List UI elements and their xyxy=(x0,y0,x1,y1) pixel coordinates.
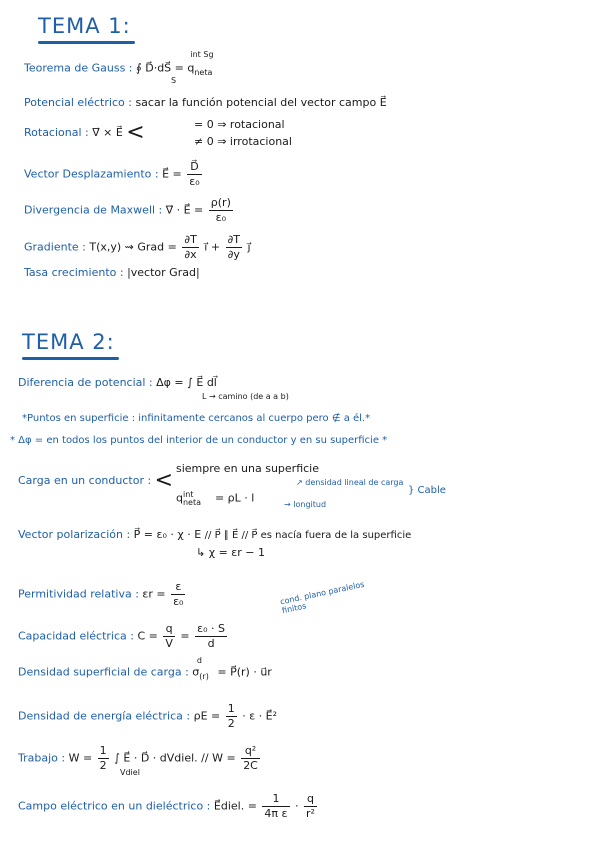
campo-dielectrico-row xyxy=(18,792,319,821)
gradiente-label: Gradiente : xyxy=(24,240,86,254)
potencial-formula: sacar la función potencial del vector campo E⃗ xyxy=(135,96,387,109)
gradiente-den-x: ∂x xyxy=(184,248,197,261)
carga-q-sup: int xyxy=(183,490,194,499)
gradiente-tail: j⃗ xyxy=(247,240,251,254)
gauss-label: Teorema de Gauss : xyxy=(24,61,133,75)
carga-note-up: ↗ densidad lineal de carga xyxy=(296,478,404,487)
gauss-sub: neta xyxy=(194,67,213,77)
capacidad-fraction-2 xyxy=(195,622,227,651)
divergencia-row xyxy=(24,196,235,225)
tema1-title-text: TEMA 1: xyxy=(38,14,131,38)
divergencia-fraction xyxy=(209,196,233,225)
densidad-superficial-rest: = P⃗(r) · u⃗r xyxy=(217,665,272,679)
trabajo-num-1: 1 xyxy=(99,744,107,757)
gradiente-lhs: T(x,y) ⇝ Grad = xyxy=(89,240,177,254)
trabajo-fraction-1 xyxy=(98,744,109,773)
tema1-title xyxy=(38,14,131,38)
trabajo-label: Trabajo : xyxy=(18,751,66,765)
polarizacion-second: ↳ χ = εr − 1 xyxy=(196,546,265,559)
gradiente-mid: i⃗ + xyxy=(204,240,221,254)
divergencia-label: Divergencia de Maxwell : xyxy=(24,203,163,217)
rotacional-formula: ∇⃗ × E⃗ xyxy=(92,126,123,139)
diferencia-label: Diferencia de potencial : xyxy=(18,376,153,389)
rotacional-brace: < xyxy=(126,120,145,145)
rotacional-branch-b: ≠ 0 ⇒ irrotacional xyxy=(194,135,292,148)
capacidad-den-1: V xyxy=(165,637,173,650)
permitividad-fraction xyxy=(171,580,185,609)
rotacional-label: Rotacional : xyxy=(24,126,89,139)
gradiente-row xyxy=(24,233,251,262)
capacidad-fraction-1 xyxy=(163,622,175,651)
desplazamiento-fraction xyxy=(187,160,201,189)
campo-dielectrico-mid: · xyxy=(295,799,299,813)
energia-den: 2 xyxy=(227,717,235,730)
superficie-note xyxy=(22,412,370,426)
tasa-row xyxy=(24,266,200,280)
densidad-superficial-label: Densidad superficial de carga : xyxy=(18,665,189,679)
trabajo-lhs: W = xyxy=(68,751,93,765)
trabajo-den-2: 2C xyxy=(243,759,258,772)
permitividad-lhs: εr = xyxy=(142,587,166,601)
tema2-title-text: TEMA 2: xyxy=(22,330,115,354)
densidad-superficial-sub: (r) xyxy=(199,671,209,681)
desplazamiento-den: ε₀ xyxy=(189,175,200,188)
campo-dielectrico-num-1: 1 xyxy=(262,792,289,807)
carga-q-rest: = ρL · l xyxy=(214,491,255,505)
capacidad-lhs: C = xyxy=(137,629,158,643)
energia-row xyxy=(18,702,277,731)
carga-note-up-text: densidad lineal de carga xyxy=(305,478,404,487)
capacidad-note: cond. plano paralelos finitos xyxy=(279,579,366,616)
energia-fraction xyxy=(226,702,237,731)
densidad-superficial-row xyxy=(18,656,272,684)
trabajo-mid: ∫ E⃗ · D⃗ · dVdiel. xyxy=(114,751,198,765)
divergencia-den: ε₀ xyxy=(215,211,226,224)
carga-label: Carga en un conductor : xyxy=(18,474,152,487)
tasa-formula: |vector Grad| xyxy=(127,266,200,279)
diferencia-under: L → camino (de a a b) xyxy=(202,392,289,401)
trabajo-under: Vdiel xyxy=(120,768,140,777)
divergencia-lhs: ∇⃗ · E⃗ = xyxy=(165,203,204,217)
tema1-underline xyxy=(38,41,135,44)
polarizacion-extra: // P⃗ ∥ E⃗ // P⃗ es nacía fuera de la superficie xyxy=(204,530,412,541)
gauss-under: S xyxy=(171,76,177,85)
gradiente-fraction-y xyxy=(226,233,242,262)
potencial-label: Potencial eléctrico : xyxy=(24,96,132,109)
carga-note-down: → longitud xyxy=(284,500,327,509)
diferencia-formula: Δφ = ∫ E⃗ dl⃗ xyxy=(156,376,217,389)
potencial-row xyxy=(24,96,387,110)
trabajo-lhs-2: W = xyxy=(212,751,236,765)
trabajo-num-2: q² xyxy=(241,744,260,759)
trabajo-row xyxy=(18,744,262,777)
trabajo-den-1: 2 xyxy=(99,759,107,772)
carga-q: q xyxy=(176,491,183,505)
tema2-underline xyxy=(22,357,119,360)
gradiente-num-x: ∂T xyxy=(184,233,197,246)
gauss-formula: ∮ D⃗·dS⃗ = q xyxy=(136,61,195,75)
divergencia-num: ρ(r) xyxy=(210,196,231,209)
capacidad-den-2: d xyxy=(207,637,215,650)
energia-label: Densidad de energía eléctrica : xyxy=(18,709,191,723)
desplazamiento-num: D⃗ xyxy=(187,160,201,175)
campo-dielectrico-num-2: q xyxy=(304,792,317,807)
energia-tail: · ε · E⃗² xyxy=(242,709,278,723)
capacidad-label: Capacidad eléctrica : xyxy=(18,629,134,643)
campo-dielectrico-fraction-1 xyxy=(262,792,289,821)
desplazamiento-label: Vector Desplazamiento : xyxy=(24,167,159,181)
tasa-label: Tasa crecimiento : xyxy=(24,266,124,279)
carga-branch-a: siempre en una superficie xyxy=(176,462,319,475)
conductor-note-text: * Δφ = en todos los puntos del interior de un conductor y en su superficie * xyxy=(10,435,388,446)
campo-dielectrico-fraction-2 xyxy=(304,792,317,821)
conductor-note xyxy=(10,434,387,448)
carga-q-sub: neta xyxy=(182,497,202,507)
diferencia-row xyxy=(18,376,289,401)
carga-branch-b xyxy=(176,488,254,510)
permitividad-label: Permitividad relativa : xyxy=(18,587,139,601)
energia-num: 1 xyxy=(227,702,235,715)
gauss-sup: int Sg xyxy=(190,50,214,59)
desplazamiento-row xyxy=(24,160,204,189)
densidad-superficial-sigma: σ xyxy=(192,665,200,679)
superficie-note-text: *Puntos en superficie : infinitamente cercanos al cuerpo pero ∉ a él.* xyxy=(22,413,371,424)
polarizacion-row xyxy=(18,528,412,559)
carga-side-text: Cable xyxy=(417,485,446,496)
densidad-superficial-sup: d xyxy=(196,656,202,665)
gradiente-num-y: ∂T xyxy=(227,233,240,246)
gradiente-den-y: ∂y xyxy=(227,248,240,261)
permitividad-den: ε₀ xyxy=(173,595,184,608)
carga-side: } Cable xyxy=(408,485,446,496)
polarizacion-label: Vector polarización : xyxy=(18,528,131,541)
capacidad-num-1: q xyxy=(163,622,175,637)
permitividad-row xyxy=(18,580,187,609)
desplazamiento-lhs: E⃗ = xyxy=(162,167,182,181)
rotacional-branch-a: = 0 ⇒ rotacional xyxy=(194,118,285,131)
tema2-title xyxy=(22,330,115,354)
campo-dielectrico-den-1: 4π ε xyxy=(264,807,288,820)
campo-dielectrico-label: Campo eléctrico en un dieléctrico : xyxy=(18,799,211,813)
gauss-row xyxy=(24,50,236,85)
rotacional-row xyxy=(24,118,292,148)
gradiente-fraction-x xyxy=(182,233,198,262)
trabajo-fraction-2 xyxy=(241,744,260,773)
polarizacion-formula: P⃗ = ε₀ · χ · E xyxy=(133,528,202,541)
campo-dielectrico-den-2: r² xyxy=(306,807,315,820)
energia-lhs: ρE = xyxy=(193,709,221,723)
trabajo-sep: // xyxy=(201,751,209,765)
capacidad-mid: = xyxy=(180,629,190,643)
permitividad-num: ε xyxy=(171,580,185,595)
carga-brace: < xyxy=(154,468,174,493)
campo-dielectrico-lhs: E⃗diel. = xyxy=(213,799,257,813)
carga-note-down-text: longitud xyxy=(293,500,327,509)
capacidad-num-2: ε₀ · S xyxy=(197,622,225,635)
